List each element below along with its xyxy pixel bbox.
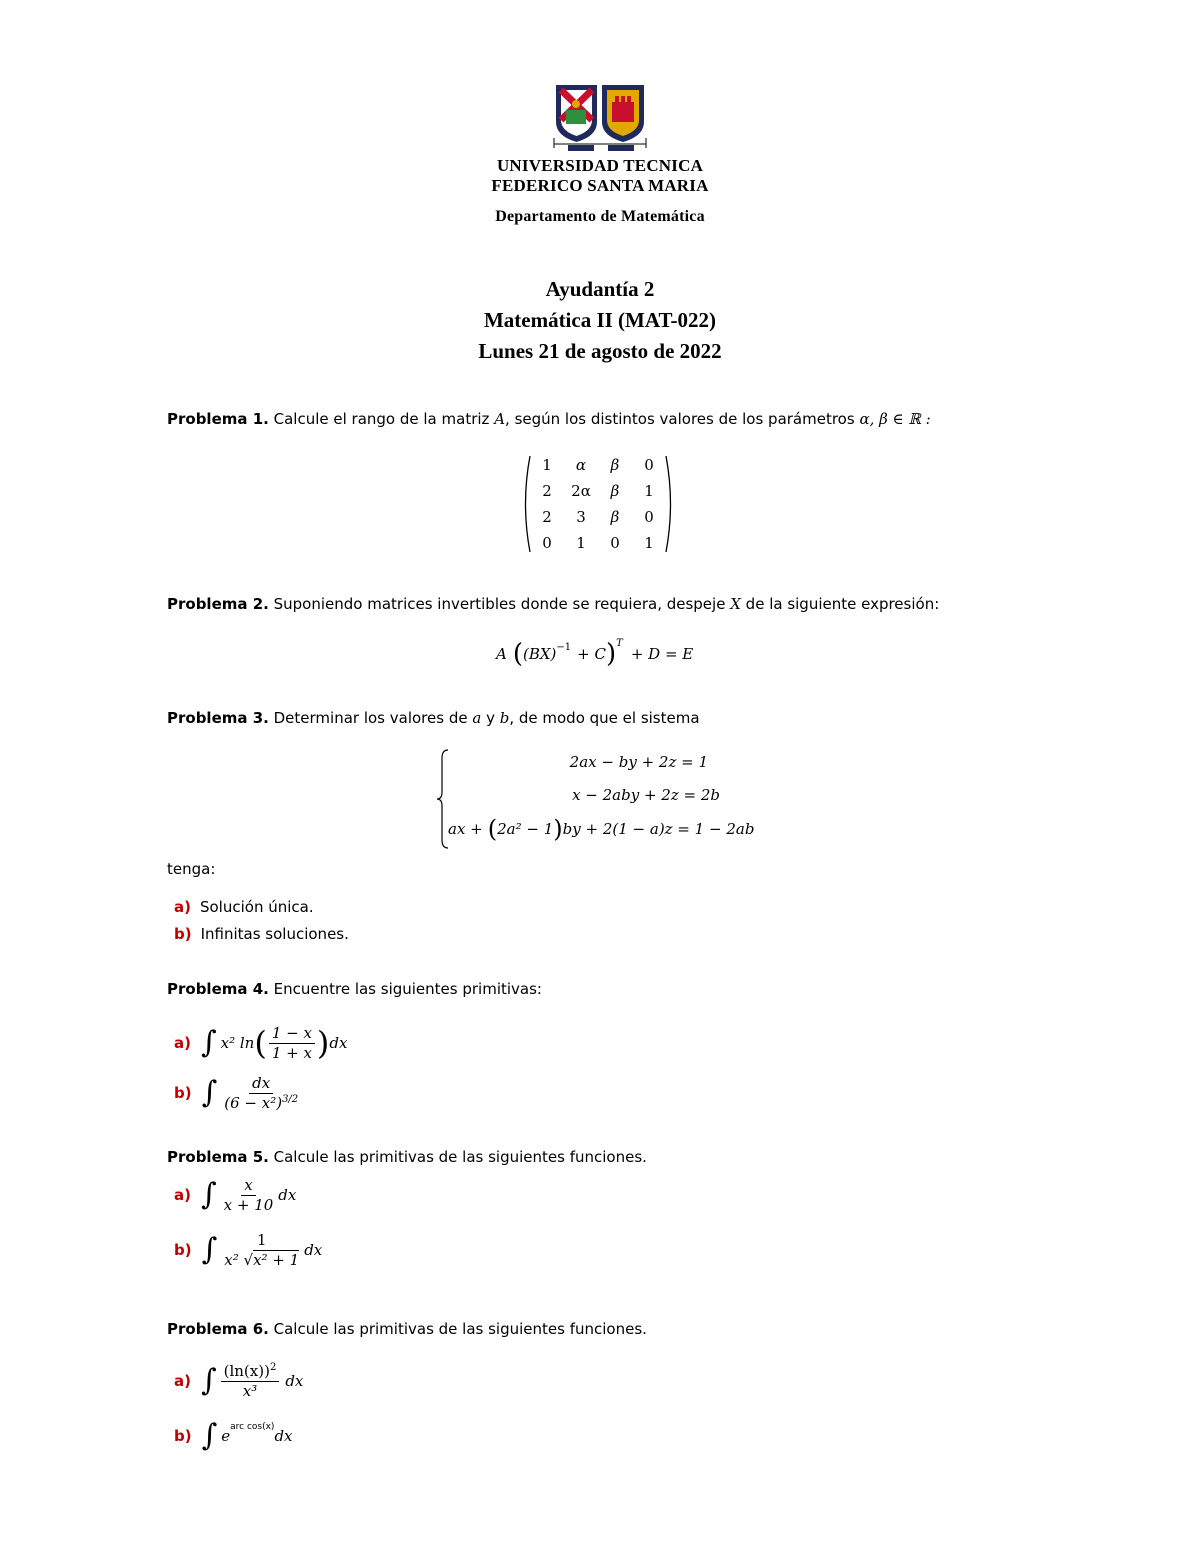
university-logo	[552, 82, 648, 154]
system-eq-3-part1: ax +	[448, 820, 483, 838]
university-name-line2: FEDERICO SANTA MARIA	[491, 176, 709, 195]
problem-4a	[174, 1020, 347, 1066]
matrix-row	[530, 504, 666, 530]
matrix-cell: 2	[542, 508, 552, 526]
problem-2-text-before: Suponiendo matrices invertibles donde se requiera, despeje	[268, 595, 731, 613]
matrix-cell: 1	[542, 456, 552, 474]
p5b-den-x2: x²	[224, 1250, 239, 1269]
sqrt-icon: √	[243, 1250, 254, 1269]
problem-1-label: Problema 1.	[167, 410, 269, 428]
eq2-close-paren: )	[605, 639, 617, 669]
matrix-cell: 1	[576, 534, 586, 552]
system-eq-2: x − 2aby + 2z = 2b	[572, 786, 720, 804]
problem-5-statement	[167, 1148, 647, 1166]
p4b-fraction	[221, 1074, 301, 1113]
p4b-numerator: dx	[249, 1074, 273, 1094]
matrix-cell: 0	[542, 534, 552, 552]
p6a-numerator	[221, 1362, 280, 1382]
university-name-line1: UNIVERSIDAD TECNICA	[496, 156, 704, 175]
problem-3-tenga: tenga:	[167, 860, 216, 878]
p5a-fraction	[221, 1176, 277, 1215]
problem-1-params: α, β ∈ ℝ :	[859, 410, 931, 428]
matrix-cell: 2	[542, 482, 552, 500]
matrix-cell: β	[610, 456, 620, 474]
problem-3-y: y	[481, 709, 500, 727]
matrix-row	[530, 478, 666, 504]
problem-2-text-after: de la siguiente expresión:	[740, 595, 940, 613]
p5b-radicand: x² + 1	[253, 1250, 300, 1269]
p6a-denominator: x³	[242, 1381, 258, 1400]
item-label: b)	[174, 1084, 192, 1102]
document-title: Ayudantía 2	[545, 277, 655, 301]
p5a-numerator: x	[241, 1176, 255, 1196]
item-label: a)	[174, 1372, 191, 1390]
p4b-den-exp: 3/2	[282, 1093, 299, 1105]
matrix-cell: 2α	[571, 482, 591, 500]
integral-symbol: ∫	[200, 1177, 217, 1212]
integral-symbol: ∫	[201, 1418, 218, 1453]
problem-3-item-a	[174, 898, 314, 916]
p4a-close-paren: )	[316, 1024, 330, 1062]
problem-5-text: Calcule las primitivas de las siguientes funciones.	[268, 1148, 647, 1166]
matrix-left-paren	[520, 454, 532, 554]
problem-3-label: Problema 3.	[167, 709, 269, 727]
system-eq-3-close-paren: )	[553, 815, 563, 843]
item-label: a)	[174, 898, 191, 916]
department-name: Departamento de Matemática	[495, 208, 705, 225]
problem-6-text: Calcule las primitivas de las siguientes funciones.	[268, 1320, 647, 1338]
eq2-rest: + D = E	[630, 645, 694, 663]
matrix-cell: 1	[644, 534, 654, 552]
matrix-cell: α	[575, 456, 587, 474]
course-name: Matemática II (MAT-022)	[483, 308, 717, 332]
p6a-num-base: (ln(x))	[223, 1361, 270, 1380]
eq2-transpose: T	[616, 638, 623, 649]
system-eq-3-part2: 2a² − 1	[497, 820, 554, 838]
matrix-row	[530, 530, 666, 556]
p4b-denominator	[221, 1094, 301, 1113]
item-label: a)	[174, 1034, 191, 1052]
matrix-cell: β	[610, 482, 620, 500]
problem-3-var-b: b	[499, 709, 510, 727]
p6b-e: e	[221, 1427, 231, 1445]
p6b-exponent: arc cos(x)	[230, 1422, 275, 1432]
item-text: Solución única.	[199, 898, 314, 916]
p5b-numerator: 1	[254, 1231, 270, 1251]
eq2-A: A	[496, 645, 507, 663]
integral-symbol: ∫	[200, 1363, 217, 1398]
matrix-cell: 0	[610, 534, 620, 552]
eq2-open-paren: (	[512, 639, 523, 669]
p6a-dx: dx	[285, 1372, 304, 1390]
p5a-denominator: x + 10	[223, 1195, 274, 1214]
matrix-cell: 1	[644, 482, 654, 500]
item-label: b)	[174, 1427, 192, 1445]
integral-symbol: ∫	[201, 1232, 218, 1267]
p6b-dx: dx	[274, 1427, 293, 1445]
problem-4b	[174, 1068, 303, 1118]
problem-2-label: Problema 2.	[167, 595, 269, 613]
p5a-dx: dx	[278, 1186, 297, 1204]
problem-3-item-b	[174, 925, 349, 943]
eq2-inner: (BX)	[523, 645, 557, 663]
matrix-cell: 0	[644, 508, 654, 526]
problem-6-statement	[167, 1320, 647, 1338]
problem-2-var-X: X	[730, 595, 741, 613]
p5b-dx: dx	[304, 1241, 323, 1259]
problem-1-text-after: , según los distintos valores de los parámetros	[505, 410, 860, 428]
problem-3-text-after: , de modo que el sistema	[509, 709, 700, 727]
problem-4-text: Encuentre las siguientes primitivas:	[268, 980, 542, 998]
system-eq-1: 2ax − by + 2z = 1	[569, 753, 708, 771]
item-label: b)	[174, 1241, 192, 1259]
p4a-denominator: 1 + x	[271, 1043, 312, 1062]
document-date: Lunes 21 de agosto de 2022	[478, 339, 722, 363]
problem-6a	[174, 1356, 303, 1406]
item-text: Infinitas soluciones.	[200, 925, 349, 943]
problem-1-statement	[167, 410, 931, 428]
matrix-cell: 0	[644, 456, 654, 474]
problem-3-text-before: Determinar los valores de	[268, 709, 473, 727]
problem-2-statement	[167, 595, 939, 613]
problem-5-label: Problema 5.	[167, 1148, 269, 1166]
matrix-right-paren	[664, 454, 676, 554]
matrix-cell: β	[610, 508, 620, 526]
p6a-fraction	[221, 1362, 280, 1401]
p4a-fraction	[269, 1024, 315, 1063]
p4a-x2ln: x² ln	[220, 1034, 255, 1052]
integral-symbol: ∫	[200, 1025, 217, 1060]
system-eq-3	[448, 814, 754, 844]
p5b-denominator	[221, 1251, 302, 1270]
p4a-open-paren: (	[254, 1024, 267, 1062]
matrix-cell: 3	[576, 508, 586, 526]
item-label: a)	[174, 1186, 191, 1204]
problem-4-statement	[167, 980, 542, 998]
p4a-dx: dx	[329, 1034, 348, 1052]
problem-3-statement	[167, 709, 700, 727]
eq2-plus-c: + C	[577, 645, 606, 663]
problem-1-text-before: Calcule el rango de la matriz	[268, 410, 495, 428]
problem-6-label: Problema 6.	[167, 1320, 269, 1338]
matrix-row	[530, 452, 666, 478]
problem-2-equation	[496, 638, 693, 670]
problem-1-var-A: A	[494, 410, 506, 428]
problem-6b	[174, 1414, 293, 1458]
integral-symbol: ∫	[201, 1075, 218, 1110]
p4b-den-base: (6 − x²)	[224, 1093, 283, 1112]
item-label: b)	[174, 925, 192, 943]
system-eq-3-part3: by + 2(1 − a)z = 1 − 2ab	[562, 820, 755, 838]
problem-5b	[174, 1224, 322, 1276]
problem-1-matrix	[524, 452, 666, 556]
problem-5a	[174, 1172, 296, 1218]
problem-3-var-a: a	[472, 709, 482, 727]
p4a-numerator: 1 − x	[269, 1024, 315, 1044]
eq2-inverse: −1	[556, 642, 572, 653]
problem-4-label: Problema 4.	[167, 980, 269, 998]
system-eq-3-open-paren: (	[487, 815, 498, 843]
p6a-num-exp: 2	[269, 1361, 277, 1373]
p5b-fraction	[221, 1231, 302, 1270]
